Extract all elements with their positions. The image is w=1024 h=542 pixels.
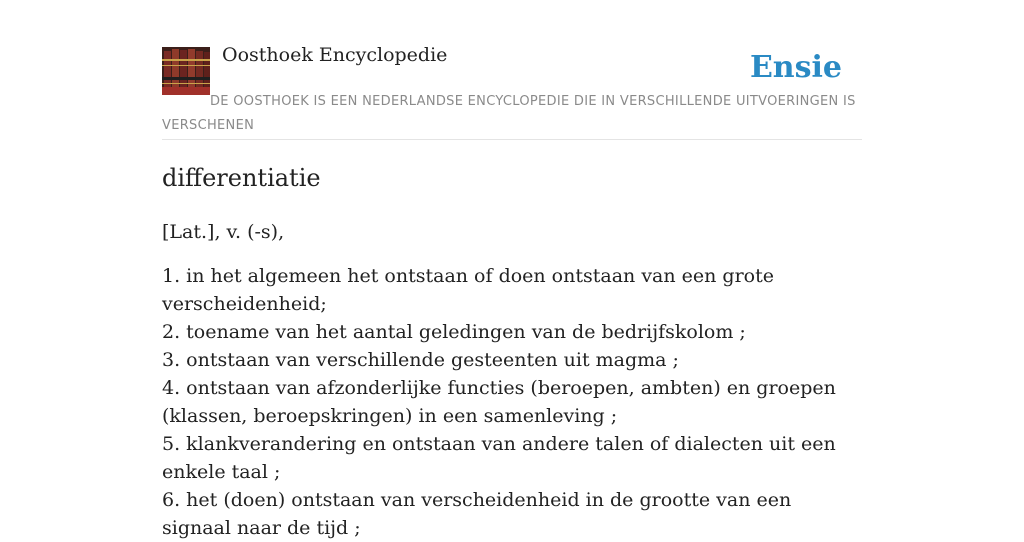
- definition-item: 5. klankverandering en ontstaan van andere talen of dialecten uit een enkele taal ;: [162, 433, 836, 483]
- source-description: DE OOSTHOEK IS EEN NEDERLANDSE ENCYCLOPEDIE DIE IN VERSCHILLENDE UITVOERINGEN IS VERSCHENEN: [162, 94, 856, 133]
- entry-word: differentiatie: [162, 164, 321, 192]
- definition-item: 4. ontstaan van afzonderlijke functies (beroepen, ambten) en groepen (klassen, beroepskringen) in een samenleving ;: [162, 377, 836, 427]
- book-spines-icon: [162, 47, 210, 95]
- definition-item: 3. ontstaan van verschillende gesteenten uit magma ;: [162, 349, 679, 371]
- definition-item: 6. het (doen) ontstaan van verscheidenheid in de grootte van een signaal naar de tijd ;: [162, 489, 792, 539]
- entry-content: [162, 150, 862, 542]
- definition-list: [162, 262, 862, 542]
- source-header: [162, 0, 862, 140]
- grammar-info: [Lat.], v. (-s),: [162, 221, 285, 243]
- definition-item: 1. in het algemeen het ontstaan of doen ontstaan van een grote verscheidenheid;: [162, 265, 774, 315]
- source-avatar[interactable]: [162, 47, 210, 95]
- source-title-link[interactable]: Oosthoek Encyclopedie: [222, 44, 448, 66]
- definition-item: 2. toename van het aantal geledingen van de bedrijfskolom ;: [162, 321, 746, 343]
- brand-logo[interactable]: Ensie: [749, 50, 842, 85]
